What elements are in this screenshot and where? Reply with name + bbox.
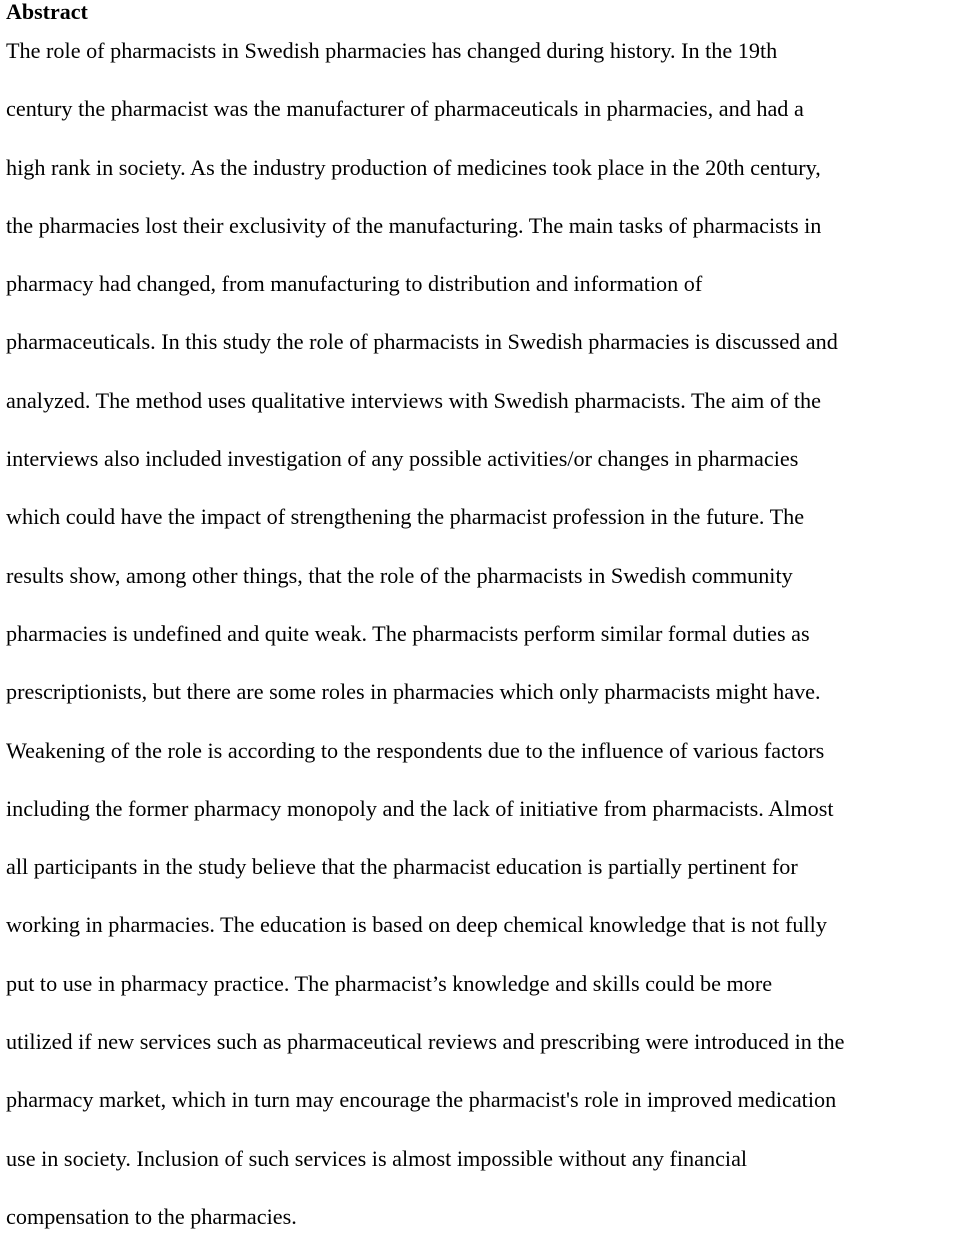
abstract-line: put to use in pharmacy practice. The pharmacist’s knowledge and skills could be more <box>6 970 773 996</box>
abstract-body <box>6 22 845 1246</box>
abstract-line: including the former pharmacy monopoly and the lack of initiative from pharmacists. Almost <box>6 795 834 821</box>
abstract-heading: Abstract <box>6 0 88 24</box>
document-page <box>6 0 960 1229</box>
abstract-line: pharmacy market, which in turn may encourage the pharmacist's role in improved medication <box>6 1087 837 1113</box>
abstract-line: The role of pharmacists in Swedish pharmacies has changed during history. In the 19th <box>6 38 778 63</box>
abstract-line: working in pharmacies. The education is based on deep chemical knowledge that is not fully <box>6 912 827 938</box>
abstract-line: all participants in the study believe that the pharmacist education is partially pertinent for <box>6 854 798 880</box>
abstract-line: pharmacy had changed, from manufacturing to distribution and information of <box>6 271 703 297</box>
abstract-line: utilized if new services such as pharmaceutical reviews and prescribing were introduced in the <box>6 1029 845 1055</box>
abstract-line: the pharmacies lost their exclusivity of the manufacturing. The main tasks of pharmacists in <box>6 212 822 238</box>
abstract-line: century the pharmacist was the manufacturer of pharmaceuticals in pharmacies, and had a <box>6 96 804 122</box>
abstract-line: interviews also included investigation of any possible activities/or changes in pharmacies <box>6 446 799 472</box>
abstract-line: use in society. Inclusion of such services is almost impossible without any financial <box>6 1145 748 1171</box>
abstract-line: results show, among other things, that the role of the pharmacists in Swedish community <box>6 562 793 588</box>
abstract-line: which could have the impact of strengthening the pharmacist profession in the future. The <box>6 504 805 530</box>
abstract-line: compensation to the pharmacies. <box>6 1203 297 1229</box>
abstract-line: prescriptionists, but there are some roles in pharmacies which only pharmacists might have. <box>6 679 821 705</box>
abstract-line: pharmacies is undefined and quite weak. The pharmacists perform similar formal duties as <box>6 620 810 646</box>
abstract-line: high rank in society. As the industry production of medicines took place in the 20th century, <box>6 154 821 180</box>
abstract-line: Weakening of the role is according to the respondents due to the influence of various factors <box>6 737 825 763</box>
abstract-line: pharmaceuticals. In this study the role of pharmacists in Swedish pharmacies is discussed and <box>6 329 838 355</box>
abstract-line: analyzed. The method uses qualitative interviews with Swedish pharmacists. The aim of the <box>6 387 821 413</box>
